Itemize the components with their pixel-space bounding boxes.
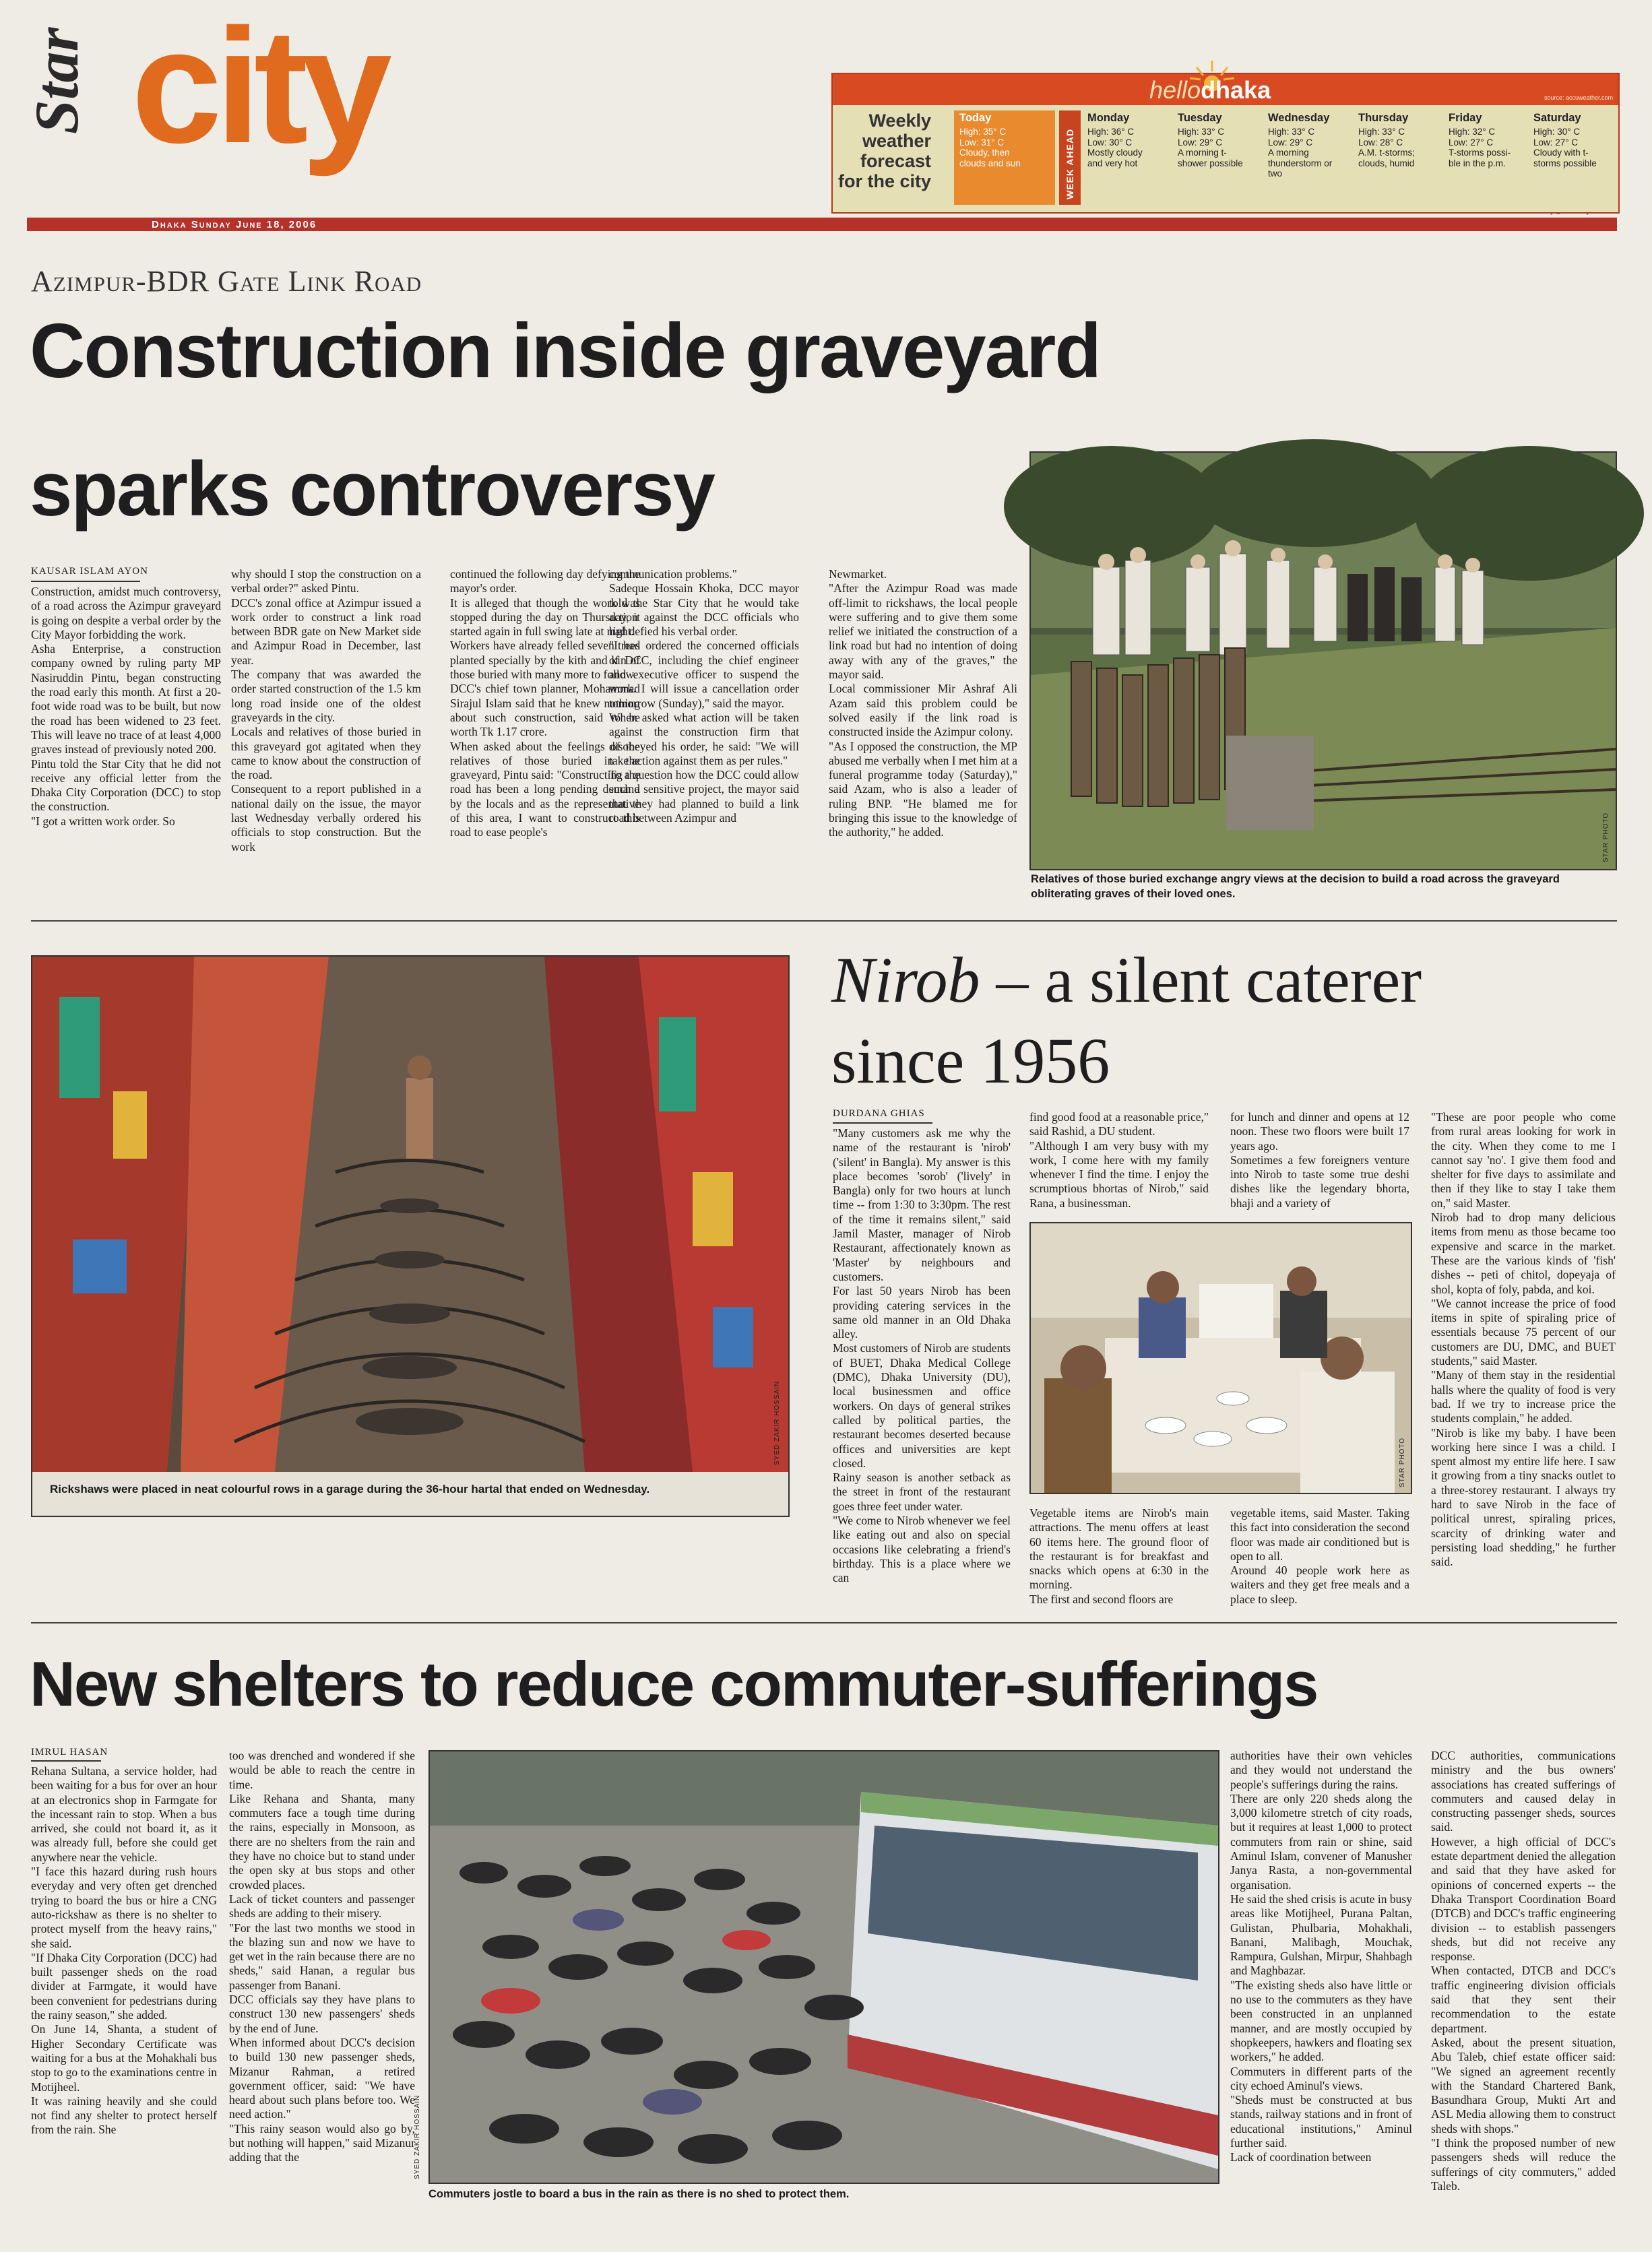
weather-day-text: High: 36° C Low: 30° C Mostly cloudy and very hot [1087, 127, 1143, 168]
weather-day-name: Thursday [1358, 112, 1409, 124]
weather-day-0 [1087, 110, 1175, 205]
story3-byline: IMRUL HASAN [31, 1747, 108, 1758]
masthead [22, 0, 1617, 236]
restaurant-photo-credit: STAR PHOTO [1399, 1437, 1406, 1487]
weather-box [831, 73, 1620, 214]
story2-col1: "Many customers ask me why the name of the restaurant is 'nirob' ('silent' in Bangla). My answer is this place becomes 'sorob' ('lively' in Bangla) only for two hours at lunch time -- from 1:30 to 3:30pm. The rest of the time it remains silent," said Jamil Master, manager of Nirob Restaurant, affectionately known as 'Master' by neighbours and customers. For last 50 years Nirob has been providing catering services in the same old manner in an Old Dhaka alley. Most customers of Nirob are students of BUET, Dhaka Medical College (DMC), Dhaka University (DU), local businessmen and office workers. On days of general strikes called by political parties, the restaurant becomes deserted because offices and universities are kept closed. Rainy season is another setback as the street in front of the restaurant goes three feet under water. "We come to Nirob whenever we feel like eating out and also on special occasions like celebrating a friend's birthday. This is a place where we can [833, 1126, 1011, 1585]
graveyard-photo-credit: STAR PHOTO [1602, 812, 1610, 862]
story3-col2: too was drenched and wondered if she would be able to reach the centre in time. Like Rehana and Shanta, many commuters face a tough time during the rains, especially in Monsoon, as there are no shelters from the rain and they have no choice but to stand under the open sky at bus stops and other crowded places. Lack of ticket counters and passenger sheds are adding to their misery. "For the last two months we stood in the blazing sun and now we have to get wet in the rain because there are no sheds," said Hanan, a regular bus passenger from Banani. DCC officials say they have plans to construct 130 new passengers' sheds by the end of June. When informed about DCC's decision to build 130 new passenger sheds, Mizanur Rahman, a retired government officer, said: "We have heard about such plans before too. We need action." "This rainy season would also go by, but nothing will happen," said Mizanur adding that the [229, 1749, 415, 2164]
weather-brand-hello: hello [1149, 76, 1201, 104]
weather-brand [1149, 77, 1271, 104]
weather-source: source: accuweather.com [1544, 94, 1613, 101]
weather-day-text: High: 33° C Low: 29° C A morning thunderstorm or two [1268, 127, 1333, 179]
story2-headline-2: since 1956 [831, 1025, 1110, 1097]
weather-brand-dhaka: dhaka [1201, 76, 1271, 104]
story2-byline: DURDANA GHIAS [833, 1108, 925, 1119]
story2-col4: "These are poor people who come from rural areas looking for work in the city. When they come to me I cannot say 'no'. I give them food and shelter for five days to assimilate and then if they like to stay I take them on," said Master. Nirob had to drop many delicious items from menu as those became too expensive and scarce in the market. These are the various kinds of 'fish' dishes -- peti of chitol, dopeyaja of shol, kopta of foly, pabda, and koi. "We cannot increase the price of food items in spite of spiraling price of essentials because 75 percent of our customers are DU, DMC, and BUET students," said Master. "Many of them stay in the residential halls where the quality of food is very bad. If we try to increase price the students complain," he added. "Nirob is like my baby. I have been working here since I was a child. I spent almost my entire life here. I saw it growing from a tiny snacks outlet to a three-storey restaurant. I always try hard to save Nirob in the face of political unrest, spiraling prices, scarcity of drinking water and persisting load shedding," he further said. [1431, 1110, 1616, 1569]
weather-today-day: Today [959, 112, 992, 124]
weather-today [954, 110, 1055, 205]
weather-day-text: High: 33° C Low: 29° C A morning t- shower possible [1178, 127, 1243, 168]
commuters-photo-credit: SYED ZAKIR HOSSAIN [414, 2094, 421, 2179]
story1-byline: KAUSAR ISLAM AYON [31, 566, 148, 577]
commuters-caption: Commuters jostle to board a bus in the rain as there is no shed to protect them. [428, 2188, 850, 2200]
story1-col3: continued the following day defying the mayor's order. It is alleged that though the work was stopped during the day on Thursday, it started again in full swing late at night. Workers have already felled seven trees planted specially by the kith and kin of those buried with many more to follow. DCC's chief town planner, Mohammad Sirajul Islam said that he knew nothing about such construction, said to be worth Tk 1.17 crore. When asked about the feelings of the relatives of those buried in the graveyard, Pintu said: "Constructing the road has been a long pending demand by the locals and as the representative of this area, I want to construct this road to ease people's [450, 567, 640, 839]
masthead-dateline: Dhaka Sunday June 18, 2006 [152, 219, 317, 230]
weather-day-1 [1178, 110, 1265, 205]
weather-day-text: High: 33° C Low: 28° C A.M. t-storms; clouds, humid [1358, 127, 1415, 168]
weather-week-ahead: WEEK AHEAD [1065, 128, 1075, 199]
weather-day-name: Monday [1087, 112, 1130, 124]
story1-col5: Newmarket. "After the Azimpur Road was made off-limit to rickshaws, the local people were suffering and to give them some relief we initiated the construction of a link road but had no intention of doing away with any of the graves," the mayor said. Local commissioner Mir Ashraf Ali Azam said this problem could be solved easily if the link road is constructed inside the Azimpur colony. "As I opposed the construction, the MP abused me verbally when I met him at a funeral programme today (Saturday)," said Azam, who is also a leader of ruling BNP. "He blamed me for bringing this issue to the knowledge of the authority," he added. [829, 567, 1017, 839]
weather-title: Weekly weather forecast for the city [837, 110, 931, 191]
weather-day-name: Friday [1449, 112, 1482, 124]
story1-headline-2: sparks controversy [30, 447, 714, 532]
rickshaw-photo [31, 955, 790, 1517]
story2-headline-italic: Nirob [831, 944, 980, 1016]
story3-col4: DCC authorities, communications ministry and the bus owners' associations has created sufferings of commuters and caused delay in constructing passenger sheds, sources said. However, a high official of DCC's estate department denied the allegation and said that they have asked for opinions of concerned experts -- the Dhaka Transport Coordination Board (DTCB) and DCC's traffic engineering division -- to establish passengers sheds, but did not receive any response. When contacted, DTCB and DCC's traffic engineering division officials said that they sent their recommendation to the estate department. Asked, about the present situation, Abu Taleb, chief estate officer said: "We signed an agreement recently with the Standard Chartered Bank, Basundhara Group, Mukti Art and ASL Media allowing them to construct sheds with shops." "I think the proposed number of new passengers sheds will reduce the sufferings of city commuters," added Taleb. [1431, 1749, 1616, 2193]
weather-day-name: Tuesday [1178, 112, 1222, 124]
restaurant-photo [1029, 1222, 1412, 1494]
section-divider [31, 1622, 1617, 1623]
weather-day-4 [1449, 110, 1529, 205]
commuters-photo [414, 1750, 1219, 2184]
story2-col3-top: for lunch and dinner and opens at 12 noon. These two floors were built 17 years ago. Sometimes a few foreigners venture into Nirob to taste some true deshi dishes like the legendary bhorta, bhaji and a variety of [1230, 1110, 1409, 1210]
star-logo: Star [22, 27, 91, 135]
section-divider [31, 920, 1617, 922]
weather-today-text: High: 35° C Low: 31° C Cloudy, then clouds and sun [959, 127, 1021, 168]
story2-headline-rest: – a silent caterer [980, 944, 1422, 1016]
story2-headline-1 [831, 944, 1422, 1016]
rickshaw-caption: Rickshaws were placed in neat colourful rows in a garage during the 36-hour hartal that ended on Wednesday. [50, 1483, 650, 1495]
story1-kicker: Azimpur-BDR Gate Link Road [31, 265, 422, 298]
byline-rule [31, 581, 140, 582]
story3-headline: New shelters to reduce commuter-sufferings [30, 1648, 1318, 1719]
weather-day-5 [1533, 110, 1616, 205]
weather-day-text: High: 32° C Low: 27° C T-storms possi- ble in the p.m. [1449, 127, 1511, 168]
weather-header [833, 74, 1618, 105]
story1-headline-1: Construction inside graveyard [30, 309, 1101, 394]
byline-rule [31, 1760, 101, 1762]
story3-col3: authorities have their own vehicles and they would not understand the people's sufferings during the rains. There are only 220 sheds along the 3,000 kilometre stretch of city roads, but it requires at least 1,000 to protect commuters from rain or shine, said Aminul Islam, convener of Manusher Janya Rasta, a non-governmental organisation. He said the shed crisis is acute in busy areas like Motijheel, Purana Paltan, Gulistan, Phulbaria, Mohakhali, Banani, Malibagh, Mouchak, Rampura, Gulshan, Mirpur, Shahbagh and Maghbazar. "The existing sheds also have little or no use to the commuters as they have been constructed in an unplanned manner, and are mostly occupied by shopkeepers, hawkers and floating sex workers," he added. Commuters in different parts of the city echoed Aminul's views. "Sheds must be constructed at bus stands, railway stations and in front of educational institutions," Aminul further said. Lack of coordination between [1230, 1749, 1412, 2164]
city-logo: city [131, 0, 386, 177]
story1-col1: Construction, amidst much controversy, of a road across the Azimpur graveyard is going on despite a verbal order by the City Mayor forbidding the work. Asha Enterprise, a construction company owned by ruling party MP Nasiruddin Pintu, began constructing the road early this month. At first a 20-foot wide road was to be built, but now the road has been widened to 23 feet. This will leave no trace of at least 4,000 graves instead of previously noted 200. Pintu told the Star City that he did not receive any official letter from the Dhaka City Corporation (DCC) to stop the construction. "I got a written work order. So [31, 585, 221, 828]
rickshaw-photo-credit: SYED ZAKIR HOSSAIN [773, 1380, 781, 1465]
byline-rule [833, 1122, 932, 1124]
graveyard-photo [1029, 451, 1617, 870]
weather-week-ahead-bar [1059, 110, 1081, 205]
story1-col2: why should I stop the construction on a verbal order?" asked Pintu. DCC's zonal office at Azimpur issued a work order to construct a link road between BDR gate on New Market side and Azimpur Road in December, last year. The company that was awarded the order started construction of the 1.5 km long road inside one of the oldest graveyards in the city. Locals and relatives of those buried in this graveyard got agitated when they came to know about the construction of the road. Consequent to a report published in a national daily on the issue, the mayor last Wednesday verbally ordered his officials to stop construction. But the work [231, 567, 421, 854]
story1-col4: communication problems." Sadeque Hossain Khoka, DCC mayor told the Star City that he would take action against the DCC officials who had defied his verbal order. "I had ordered the concerned officials of DCC, including the chief engineer and executive officer to suspend the work. I will issue a cancellation order tomorrow (Sunday)," said the mayor. When asked what action will be taken against the construction firm that disobeyed his order, he said: "We will take action against them as per rules." To a question how the DCC could allow such a sensitive project, the mayor said that they had planned to build a link road between Azimpur and [609, 567, 799, 825]
story2-col3-bottom: vegetable items, said Master. Taking this fact into consideration the second floor was made air conditioned but is open to all. Around 40 people work here as waiters and they get free meals and a place to sleep. [1230, 1506, 1409, 1606]
story3-col1: Rehana Sultana, a service holder, had been waiting for a bus for over an hour at an electronics shop in Farmgate for the incessant rain to stop. When a bus arrived, she could not board it, as it was already full, before she could get anywhere near the vehicle. "I face this hazard during rush hours everyday and very often get drenched trying to board the bus or hire a CNG auto-rickshaw as there is no shelter to protect myself from the heavy rains," she said. "If Dhaka City Corporation (DCC) had built passenger sheds on the road divider at Farmgate, it would have been convenient for pedestrians during the rainy season," she added. On June 14, Shanta, a student of Higher Secondary Certificate was waiting for a bus at the Mohakhali bus stop to go to the examinations centre in Motijheel. It was raining heavily and she could not find any shelter to protect herself from the rain. She [31, 1764, 217, 2137]
weather-day-text: High: 30° C Low: 27° C Cloudy with t- storms possible [1533, 127, 1597, 168]
weather-day-2 [1268, 110, 1356, 205]
weather-day-name: Saturday [1533, 112, 1581, 124]
graveyard-caption: Relatives of those buried exchange angry views at the decision to build a road across the graveyard obliterating graves of their loved ones. [1031, 873, 1560, 900]
story2-col2-bottom: Vegetable items are Nirob's main attractions. The menu offers at least 60 items here. The ground floor of the restaurant is for breakfast and snacks which opens at 6:30 in the morning. The first and second floors are [1029, 1506, 1209, 1606]
story2-col2-top: find good food at a reasonable price," said Rashid, a DU student. "Although I am very busy with my work, I come here with my family whenever I find the time. I enjoy the scrumptious bhortas of Nirob," said Rana, a businessman. [1029, 1110, 1209, 1210]
weather-day-name: Wednesday [1268, 112, 1330, 124]
weather-day-3 [1358, 110, 1446, 205]
